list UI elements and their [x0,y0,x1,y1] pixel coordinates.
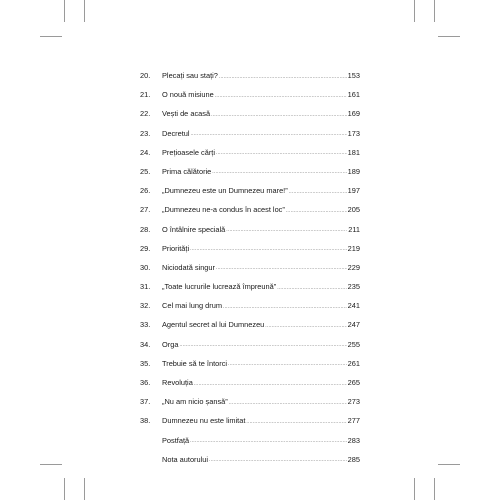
crop-mark-bottom-left-outer [64,478,65,500]
chapter-title: Cel mai lung drum [162,301,222,311]
crop-mark-top-left-outer [64,0,65,22]
page-number: 277 [347,416,360,426]
dot-leader [179,336,346,355]
toc-entry [140,200,360,219]
dot-leader [215,87,347,106]
page-number: 229 [347,262,360,272]
chapter-number: 25. [140,166,151,176]
chapter-title: Decretul [162,128,190,138]
crop-mark-bottom-left-horizontal [40,464,62,465]
toc-entry [140,162,360,181]
page-number: 205 [347,205,360,215]
dot-leader [216,259,347,278]
toc-entry [140,373,360,392]
page-number: 283 [347,435,360,445]
crop-mark-top-right-horizontal [438,36,460,37]
chapter-number: 33. [140,320,151,330]
toc-entry [140,220,360,239]
chapter-number: 28. [140,224,151,234]
dot-leader [216,144,347,163]
page-number: 241 [347,301,360,311]
chapter-title: Nota autorului [162,454,209,464]
table-of-contents [140,66,360,469]
chapter-title: Orga [162,339,179,349]
page-number: 255 [347,339,360,349]
toc-entry [140,277,360,296]
toc-entry [140,143,360,162]
page-number: 261 [347,358,360,368]
chapter-title: „Dumnezeu ne-a condus în acest loc” [162,205,285,215]
chapter-number: 26. [140,186,151,196]
dot-leader [190,240,347,259]
dot-leader [289,183,347,202]
dot-leader [246,413,346,432]
page-number: 161 [347,90,360,100]
page-number: 247 [347,320,360,330]
toc-entry [140,354,360,373]
chapter-title: Agentul secret al lui Dumnezeu [162,320,265,330]
chapter-number: 32. [140,301,151,311]
dot-leader [229,394,347,413]
dot-leader [226,221,347,240]
crop-mark-bottom-left-inner [84,478,85,500]
toc-entry [140,335,360,354]
toc-entry [140,66,360,85]
page-number: 169 [347,109,360,119]
dot-leader [191,125,347,144]
dot-leader [228,355,347,374]
crop-mark-top-left-inner [84,0,85,22]
page-number: 181 [347,147,360,157]
dot-leader [277,279,346,298]
dot-leader [194,375,347,394]
dot-leader [209,451,347,470]
dot-leader [190,432,347,451]
page-number: 211 [348,224,360,234]
page-number: 265 [347,378,360,387]
dot-leader [223,298,347,317]
toc-entry [140,85,360,104]
page-number: 273 [347,397,360,407]
chapter-title: Postfață [162,435,190,445]
chapter-title: Vești de acasă [162,109,211,119]
chapter-number: 29. [140,243,151,253]
page-number: 189 [347,166,360,176]
toc-entry [140,104,360,123]
page-number: 219 [347,243,360,253]
page-number: 173 [347,128,360,138]
toc-entry [140,124,360,143]
toc-entry [140,411,360,430]
chapter-number: 38. [140,416,151,426]
chapter-title: O nouă misiune [162,90,214,100]
page-number: 197 [347,186,360,196]
chapter-title: „Dumnezeu este un Dumnezeu mare!” [162,186,288,196]
chapter-number: 30. [140,262,151,272]
chapter-number: 34. [140,339,151,349]
chapter-title: „Nu am nicio șansă” [162,397,228,407]
chapter-title: Trebuie să te întorci [162,358,228,368]
chapter-title: Revoluția [162,378,193,387]
chapter-number: 36. [140,378,151,387]
toc-entry-author-note [140,450,360,469]
chapter-title: Prima călătorie [162,166,212,176]
crop-mark-top-right-inner [414,0,415,22]
toc-entry [140,296,360,315]
dot-leader [265,317,346,336]
toc-entry-postface [140,431,360,450]
crop-mark-top-right-outer [434,0,435,22]
crop-mark-bottom-right-horizontal [438,464,460,465]
dot-leader [219,68,347,87]
dot-leader [212,163,346,182]
chapter-number: 31. [140,282,151,292]
chapter-number: 37. [140,397,151,407]
chapter-title: Prețioasele cărți [162,147,215,157]
page-number: 153 [347,71,360,80]
chapter-title: Dumnezeu nu este limitat [162,416,246,426]
chapter-title: „Toate lucrurile lucrează împreună” [162,282,277,292]
toc-entry [140,315,360,334]
dot-leader [286,202,347,221]
chapter-number: 20. [140,71,151,80]
toc-entry [140,239,360,258]
toc-entry [140,258,360,277]
page-number: 235 [347,282,360,292]
crop-mark-top-left-horizontal [40,36,62,37]
chapter-number: 35. [140,358,151,368]
crop-mark-bottom-right-inner [414,478,415,500]
chapter-title: Plecați sau stați? [162,71,218,80]
chapter-number: 24. [140,147,151,157]
dot-leader [211,106,347,125]
chapter-number: 27. [140,205,151,215]
chapter-number: 21. [140,90,151,100]
toc-entry [140,181,360,200]
chapter-title: O întâlnire specială [162,224,226,234]
toc-entry [140,392,360,411]
page-number: 285 [347,454,360,464]
chapter-number: 22. [140,109,151,119]
crop-mark-bottom-right-outer [434,478,435,500]
chapter-title: Niciodată singur [162,262,215,272]
chapter-number: 23. [140,128,151,138]
chapter-title: Priorități [162,243,190,253]
